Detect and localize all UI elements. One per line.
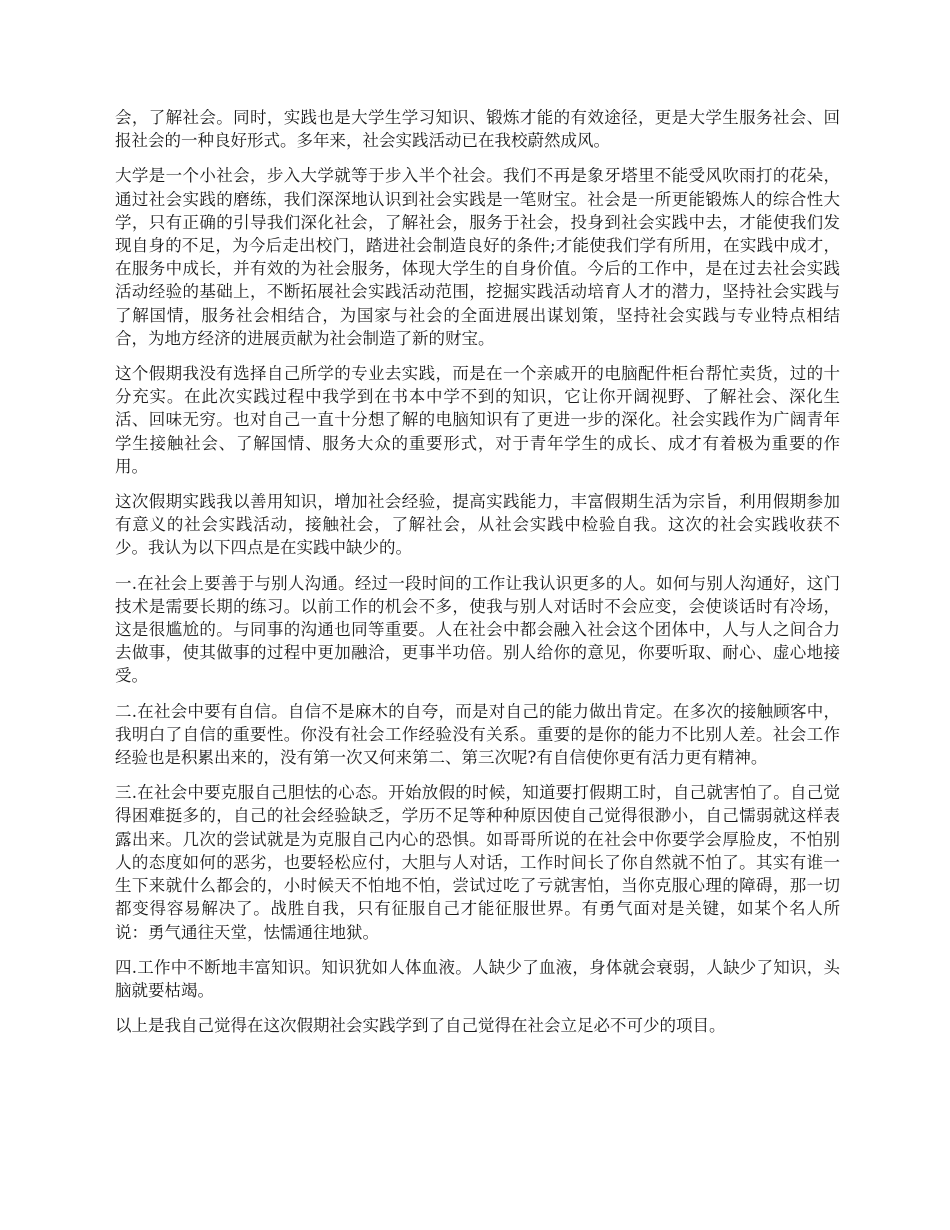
paragraph-3: 这个假期我没有选择自己所学的专业去实践，而是在一个亲戚开的电脑配件柜台帮忙卖货，过的十分充实。在此次实践过程中我学到在书本中学不到的知识，它让你开阔视野、了解社会、深化生活、回味无穷。也对自己一直十分想了解的电脑知识有了更进一步的深化。社会实践作为广阔青年学生接触社会、了解国情、服务大众的重要形式，对于青年学生的成长、成才有着极为重要的作用。: [115, 364, 840, 476]
paragraph-9: 以上是我自己觉得在这次假期社会实践学到了自己觉得在社会立足必不可少的项目。: [115, 1016, 726, 1036]
paragraph-2: 大学是一个小社会，步入大学就等于步入半个社会。我们不再是象牙塔里不能受风吹雨打的花朵，通过社会实践的磨练，我们深深地认识到社会实践是一笔财宝。社会是一所更能锻炼人的综合性大学，只有正确的引导我们深化社会，了解社会，服务于社会，投身到社会实践中去，才能使我们发现自身的不足，为今后走出校门，踏进社会制造良好的条件;才能使我们学有所用，在实践中成才，在服务中成长，并有效的为社会服务，体现大学生的自身价值。今后的工作中，是在过去社会实践活动经验的基础上，不断拓展社会实践活动范围，挖掘实践活动培育人才的潜力，坚持社会实践与了解国情，服务社会相结合，为国家与社会的全面进展出谋划策，坚持社会实践与专业特点相结合，为地方经济的进展贡献为社会制造了新的财宝。: [115, 166, 840, 348]
paragraph-6: 二.在社会中要有自信。自信不是麻木的自夸，而是对自己的能力做出肯定。在多次的接触顾客中，我明白了自信的重要性。你没有社会工作经验没有关系。重要的是你的能力不比别人差。社会工作经验也是积累出来的，没有第一次又何来第二、第三次呢?有自信使你更有活力更有精神。: [115, 701, 840, 768]
paragraph-1: 会，了解社会。同时，实践也是大学生学习知识、锻炼才能的有效途径，更是大学生服务社会、回报社会的一种良好形式。多年来，社会实践活动已在我校蔚然成风。: [115, 108, 840, 151]
paragraph-4: 这次假期实践我以善用知识，增加社会经验，提高实践能力，丰富假期生活为宗旨，利用假期参加有意义的社会实践活动，接触社会，了解社会，从社会实践中检验自我。这次的社会实践收获不少。我认为以下四点是在实践中缺少的。: [115, 492, 840, 558]
paragraph-8: 四.工作中不断地丰富知识。知识犹如人体血液。人缺少了血液，身体就会衰弱，人缺少了知识，头脑就要枯竭。: [115, 957, 840, 1000]
paragraph-5: 一.在社会上要善于与别人沟通。经过一段时间的工作让我认识更多的人。如何与别人沟通好，这门技术是需要长期的练习。以前工作的机会不多，使我与别人对话时不会应变，会使谈话时有冷场，这是很尴尬的。与同事的沟通也同等重要。人在社会中都会融入社会这个团体中，人与人之间合力去做事，使其做事的过程中更加融洽，更事半功倍。别人给你的意见，你要听取、耐心、虚心地接受。: [115, 573, 840, 686]
document-body: [115, 106, 840, 1049]
paragraph-7: 三.在社会中要克服自己胆怯的心态。开始放假的时候，知道要打假期工时，自己就害怕了。自己觉得困难挺多的，自己的社会经验缺乏，学历不足等种种原因使自己觉得很渺小，自己懦弱就这样表露出来。几次的尝试就是为克服自己内心的恐惧。如哥哥所说的在社会中你要学会厚脸皮，不怕别人的态度如何的恶劣，也要轻松应付，大胆与人对话，工作时间长了你自然就不怕了。其实有谁一生下来就什么都会的，小时候天不怕地不怕，尝试过吃了亏就害怕，当你克服心理的障碍，那一切都变得容易解决了。战胜自我，只有征服自己才能征服世界。有勇气面对是关键，如某个名人所说：勇气通往天堂，怯懦通往地狱。: [115, 783, 840, 942]
